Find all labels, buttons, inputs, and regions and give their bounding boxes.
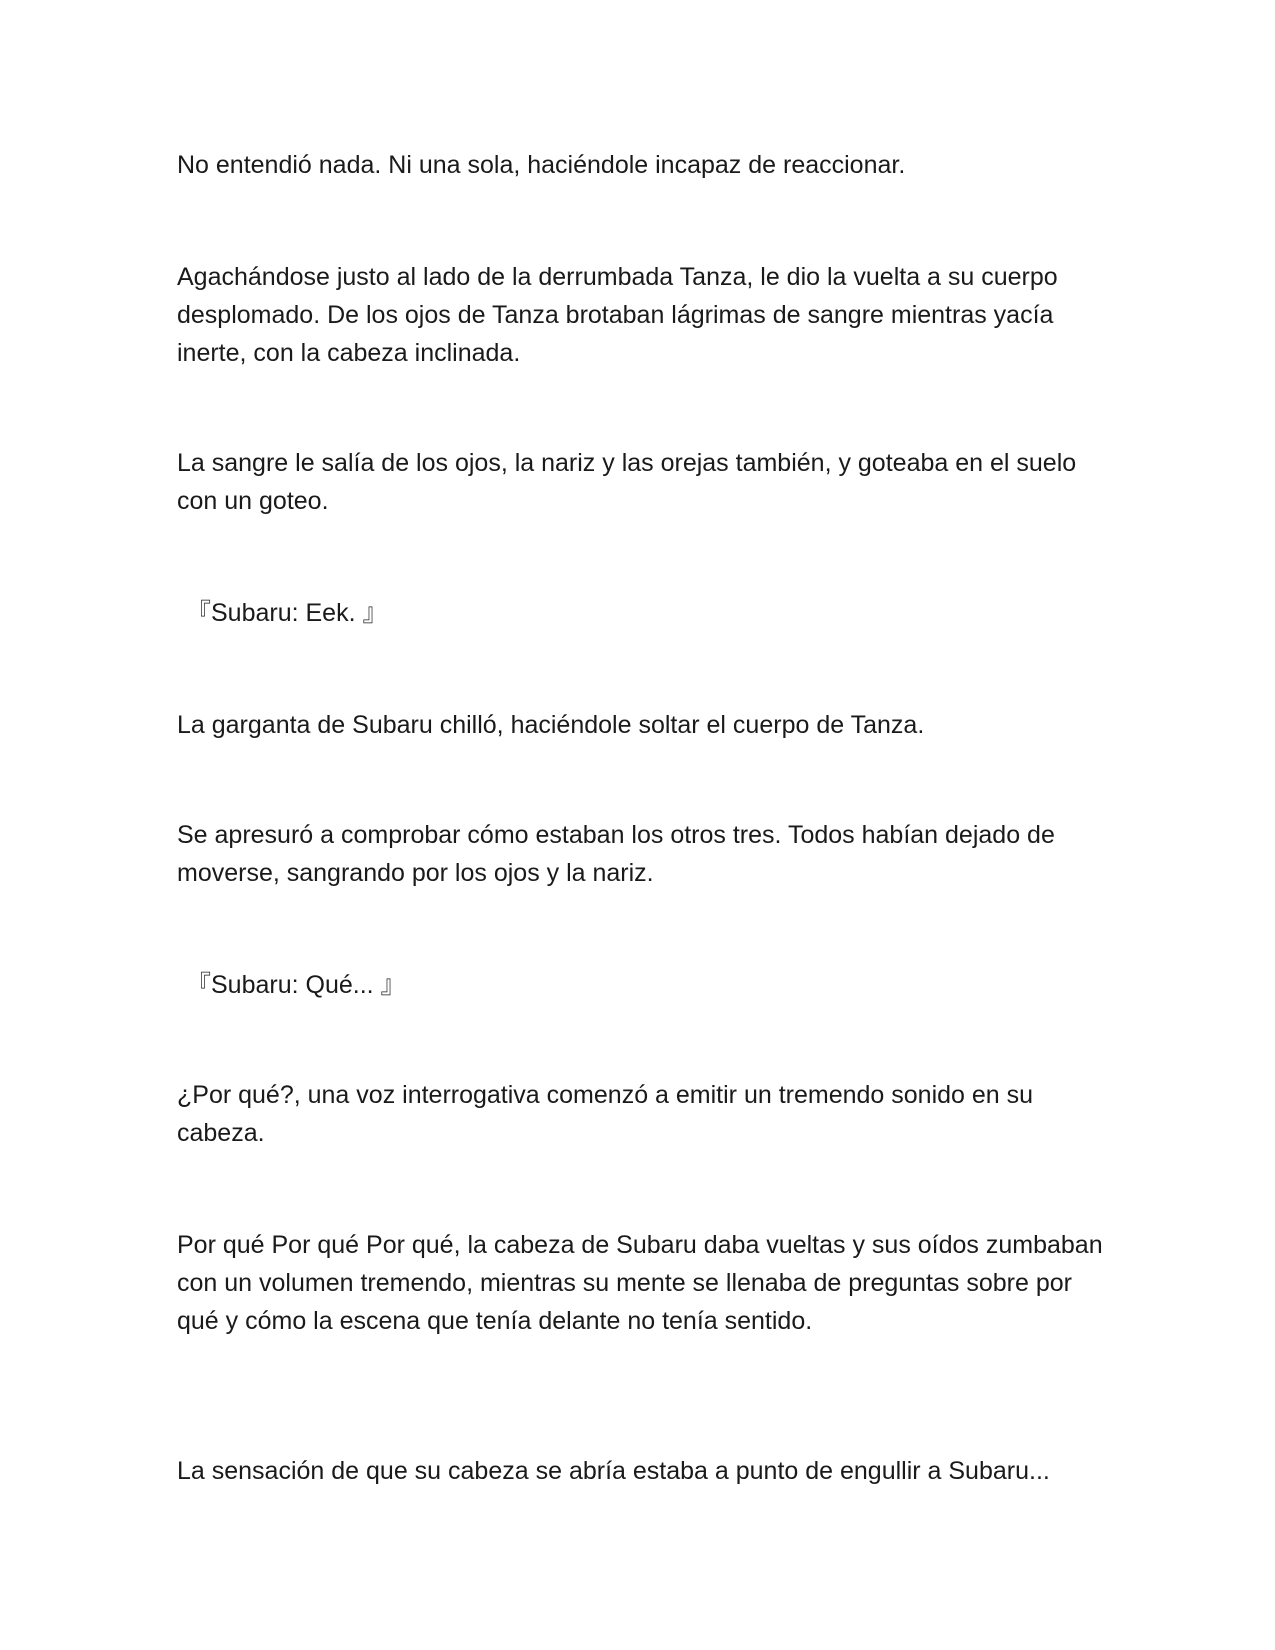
paragraph: Por qué Por qué Por qué, la cabeza de Subaru daba vueltas y sus oídos zumbaban con un volumen tremendo, mientras su mente se llenaba de preguntas sobre por qué y cómo la escena que tenía delante no tenía sentido.: [177, 1231, 1103, 1335]
paragraph: La sangre le salía de los ojos, la nariz y las orejas también, y goteaba en el suelo con un goteo.: [177, 449, 1077, 515]
paragraph: Agachándose justo al lado de la derrumbada Tanza, le dio la vuelta a su cuerpo desplomado. De los ojos de Tanza brotaban lágrimas de sangre mientras yacía inerte, con la cabeza inclinada.: [177, 263, 1058, 367]
paragraph: ¿Por qué?, una voz interrogativa comenzó a emitir un tremendo sonido en su cabeza.: [177, 1081, 1034, 1147]
dialogue-line: 『Subaru: Qué... 』: [186, 971, 406, 999]
paragraph: No entendió nada. Ni una sola, haciéndole incapaz de reaccionar.: [177, 151, 906, 179]
paragraph: La sensación de que su cabeza se abría estaba a punto de engullir a Subaru...: [177, 1457, 1050, 1485]
paragraph: La garganta de Subaru chilló, haciéndole soltar el cuerpo de Tanza.: [177, 711, 925, 739]
paragraph: Se apresuró a comprobar cómo estaban los otros tres. Todos habían dejado de moverse, sangrando por los ojos y la nariz.: [177, 821, 1055, 887]
dialogue-line: 『Subaru: Eek. 』: [186, 599, 388, 627]
